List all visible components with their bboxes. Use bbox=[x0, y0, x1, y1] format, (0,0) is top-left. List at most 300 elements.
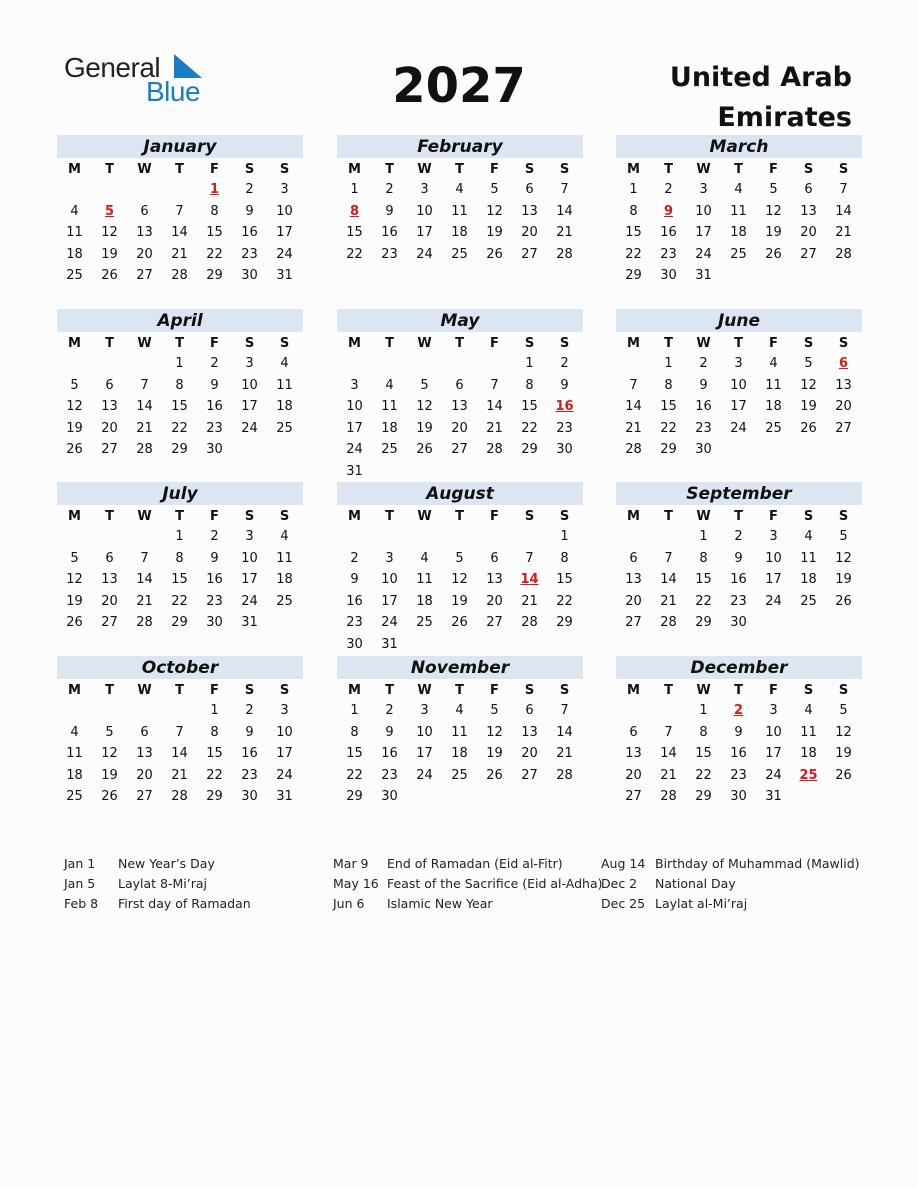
weekday-label: M bbox=[627, 162, 640, 177]
month-january bbox=[57, 135, 303, 287]
holiday-day-cell: 5 bbox=[104, 203, 115, 219]
day-cell: 26 bbox=[765, 246, 782, 262]
empty-cell bbox=[127, 353, 162, 375]
empty-cell bbox=[162, 700, 197, 722]
day-cell: 30 bbox=[206, 615, 223, 631]
day-cell: 18 bbox=[451, 746, 468, 762]
day-cell: 21 bbox=[556, 225, 573, 241]
day-cell: 7 bbox=[664, 550, 673, 566]
month-march bbox=[616, 135, 862, 287]
day-cell: 22 bbox=[695, 593, 712, 609]
holiday-entry bbox=[333, 894, 603, 914]
month-grid bbox=[616, 679, 862, 808]
day-cell: 17 bbox=[416, 746, 433, 762]
month-november bbox=[337, 656, 583, 808]
month-october bbox=[57, 656, 303, 808]
day-cell: 25 bbox=[416, 615, 433, 631]
day-cell: 26 bbox=[800, 420, 817, 436]
day-cell: 18 bbox=[800, 572, 817, 588]
day-cell: 6 bbox=[140, 724, 149, 740]
day-cell: 30 bbox=[695, 442, 712, 458]
holiday-entry bbox=[601, 874, 860, 894]
day-cell: 18 bbox=[66, 767, 83, 783]
day-cell: 15 bbox=[346, 225, 363, 241]
day-cell: 19 bbox=[486, 746, 503, 762]
day-cell: 21 bbox=[486, 420, 503, 436]
day-cell: 19 bbox=[765, 225, 782, 241]
day-cell: 25 bbox=[66, 789, 83, 805]
day-cell: 28 bbox=[136, 615, 153, 631]
day-cell: 22 bbox=[660, 420, 677, 436]
day-cell: 7 bbox=[140, 377, 149, 393]
day-cell: 21 bbox=[625, 420, 642, 436]
day-cell: 18 bbox=[451, 225, 468, 241]
day-cell: 3 bbox=[734, 356, 743, 371]
day-cell: 30 bbox=[206, 442, 223, 458]
holiday-name: Laylat 8-Mi’raj bbox=[118, 876, 207, 891]
day-cell: 15 bbox=[206, 746, 223, 762]
day-cell: 10 bbox=[346, 399, 363, 415]
day-cell: 11 bbox=[451, 724, 468, 740]
weekday-label: T bbox=[455, 683, 464, 698]
month-grid bbox=[57, 332, 303, 461]
day-cell: 28 bbox=[660, 615, 677, 631]
month-grid bbox=[337, 679, 583, 808]
day-cell: 28 bbox=[486, 442, 503, 458]
day-cell: 6 bbox=[105, 377, 114, 393]
day-cell: 19 bbox=[835, 572, 852, 588]
day-cell: 8 bbox=[210, 724, 219, 740]
day-cell: 18 bbox=[276, 399, 293, 415]
day-cell: 17 bbox=[241, 572, 258, 588]
empty-cell bbox=[337, 353, 372, 375]
day-cell: 7 bbox=[175, 724, 184, 740]
day-cell: 9 bbox=[245, 203, 254, 219]
holiday-date: Jan 1 bbox=[64, 856, 96, 871]
day-cell: 3 bbox=[769, 529, 778, 544]
holiday-name: First day of Ramadan bbox=[118, 896, 251, 911]
day-cell: 17 bbox=[695, 225, 712, 241]
day-cell: 1 bbox=[699, 529, 708, 544]
day-cell: 10 bbox=[381, 572, 398, 588]
day-cell: 3 bbox=[699, 182, 708, 197]
day-cell: 27 bbox=[136, 268, 153, 284]
empty-cell bbox=[92, 700, 127, 722]
day-cell: 16 bbox=[346, 593, 363, 609]
holiday-date: Jan 5 bbox=[64, 876, 96, 891]
day-cell: 8 bbox=[629, 203, 638, 219]
day-cell: 25 bbox=[765, 420, 782, 436]
month-header: July bbox=[57, 482, 303, 505]
day-cell: 13 bbox=[101, 572, 118, 588]
weekday-label: M bbox=[348, 162, 361, 177]
day-cell: 25 bbox=[800, 593, 817, 609]
day-cell: 2 bbox=[210, 529, 219, 544]
day-cell: 26 bbox=[101, 789, 118, 805]
weekday-label: T bbox=[664, 683, 673, 698]
day-cell: 24 bbox=[241, 593, 258, 609]
holiday-entry bbox=[601, 854, 860, 874]
weekday-label: S bbox=[559, 162, 570, 177]
holiday-day-cell: 1 bbox=[209, 182, 220, 197]
day-cell: 23 bbox=[346, 615, 363, 631]
day-cell: 11 bbox=[800, 550, 817, 566]
weekday-label: F bbox=[769, 683, 778, 698]
weekday-label: W bbox=[696, 336, 711, 351]
holiday-name: Birthday of Muhammad (Mawlid) bbox=[655, 856, 860, 871]
holiday-date: Dec 25 bbox=[601, 896, 646, 911]
day-cell: 27 bbox=[625, 789, 642, 805]
day-cell: 18 bbox=[765, 399, 782, 415]
holiday-column bbox=[601, 854, 860, 914]
weekday-label: S bbox=[279, 509, 290, 524]
weekday-label: T bbox=[385, 336, 394, 351]
day-cell: 12 bbox=[101, 225, 118, 241]
day-cell: 7 bbox=[175, 203, 184, 219]
day-cell: 27 bbox=[625, 615, 642, 631]
month-july bbox=[57, 482, 303, 634]
day-cell: 16 bbox=[730, 746, 747, 762]
empty-cell bbox=[616, 526, 651, 548]
day-cell: 17 bbox=[241, 399, 258, 415]
day-cell: 24 bbox=[416, 767, 433, 783]
day-cell: 9 bbox=[210, 377, 219, 393]
holiday-name: Feast of the Sacrifice (Eid al-Adha) bbox=[387, 876, 603, 891]
day-cell: 20 bbox=[521, 746, 538, 762]
holiday-date: Feb 8 bbox=[64, 896, 99, 911]
month-grid bbox=[337, 332, 583, 483]
day-cell: 16 bbox=[206, 572, 223, 588]
weekday-label: W bbox=[137, 162, 152, 177]
month-april bbox=[57, 309, 303, 461]
holiday-entry bbox=[333, 874, 603, 894]
day-cell: 25 bbox=[730, 246, 747, 262]
day-cell: 15 bbox=[660, 399, 677, 415]
country-title bbox=[670, 58, 852, 138]
day-cell: 26 bbox=[66, 442, 83, 458]
day-cell: 8 bbox=[350, 724, 359, 740]
month-grid bbox=[337, 158, 583, 265]
day-cell: 15 bbox=[695, 572, 712, 588]
day-cell: 24 bbox=[276, 767, 293, 783]
day-cell: 27 bbox=[136, 789, 153, 805]
day-cell: 20 bbox=[800, 225, 817, 241]
day-cell: 4 bbox=[385, 377, 394, 393]
day-cell: 25 bbox=[451, 246, 468, 262]
weekday-label: T bbox=[455, 336, 464, 351]
day-cell: 14 bbox=[171, 225, 188, 241]
day-cell: 27 bbox=[101, 442, 118, 458]
day-cell: 4 bbox=[280, 529, 289, 544]
day-cell: 29 bbox=[556, 615, 573, 631]
day-cell: 29 bbox=[171, 442, 188, 458]
day-cell: 2 bbox=[560, 356, 569, 371]
weekday-label: W bbox=[696, 162, 711, 177]
day-cell: 3 bbox=[245, 529, 254, 544]
day-cell: 15 bbox=[346, 746, 363, 762]
day-cell: 12 bbox=[835, 724, 852, 740]
month-grid bbox=[616, 505, 862, 634]
holiday-name: National Day bbox=[655, 876, 736, 891]
weekday-label: S bbox=[803, 509, 814, 524]
day-cell: 30 bbox=[381, 789, 398, 805]
weekday-label: T bbox=[105, 162, 114, 177]
day-cell: 1 bbox=[210, 703, 219, 718]
weekday-label: S bbox=[803, 336, 814, 351]
day-cell: 10 bbox=[695, 203, 712, 219]
day-cell: 3 bbox=[420, 182, 429, 197]
day-cell: 16 bbox=[730, 572, 747, 588]
day-cell: 19 bbox=[101, 767, 118, 783]
day-cell: 5 bbox=[839, 529, 848, 544]
weekday-label: M bbox=[68, 509, 81, 524]
day-cell: 6 bbox=[804, 182, 813, 197]
weekday-label: W bbox=[417, 336, 432, 351]
day-cell: 17 bbox=[765, 746, 782, 762]
weekday-label: F bbox=[210, 162, 219, 177]
day-cell: 1 bbox=[629, 182, 638, 197]
holiday-name: New Year’s Day bbox=[118, 856, 215, 871]
day-cell: 1 bbox=[560, 529, 569, 544]
day-cell: 27 bbox=[486, 615, 503, 631]
empty-cell bbox=[512, 526, 547, 548]
day-cell: 13 bbox=[521, 203, 538, 219]
day-cell: 11 bbox=[416, 572, 433, 588]
day-cell: 9 bbox=[560, 377, 569, 393]
day-cell: 24 bbox=[765, 767, 782, 783]
month-header: June bbox=[616, 309, 862, 332]
holiday-column bbox=[64, 854, 251, 914]
weekday-label: F bbox=[210, 509, 219, 524]
day-cell: 20 bbox=[136, 246, 153, 262]
day-cell: 11 bbox=[276, 377, 293, 393]
day-cell: 14 bbox=[136, 572, 153, 588]
day-cell: 27 bbox=[835, 420, 852, 436]
weekday-label: T bbox=[105, 509, 114, 524]
day-cell: 9 bbox=[350, 572, 359, 588]
day-cell: 1 bbox=[350, 703, 359, 718]
weekday-label: T bbox=[664, 162, 673, 177]
day-cell: 14 bbox=[835, 203, 852, 219]
day-cell: 11 bbox=[381, 399, 398, 415]
holiday-entry bbox=[601, 894, 860, 914]
day-cell: 31 bbox=[241, 615, 258, 631]
empty-cell bbox=[372, 526, 407, 548]
day-cell: 7 bbox=[560, 182, 569, 197]
day-cell: 7 bbox=[629, 377, 638, 393]
day-cell: 27 bbox=[521, 246, 538, 262]
holiday-name: Islamic New Year bbox=[387, 896, 493, 911]
day-cell: 26 bbox=[835, 767, 852, 783]
day-cell: 5 bbox=[490, 703, 499, 718]
day-cell: 17 bbox=[346, 420, 363, 436]
empty-cell bbox=[57, 353, 92, 375]
day-cell: 3 bbox=[769, 703, 778, 718]
day-cell: 16 bbox=[206, 399, 223, 415]
holiday-day-cell: 25 bbox=[799, 767, 818, 783]
day-cell: 7 bbox=[490, 377, 499, 393]
day-cell: 10 bbox=[276, 724, 293, 740]
day-cell: 7 bbox=[664, 724, 673, 740]
country-line-1: United Arab bbox=[669, 62, 852, 93]
empty-cell bbox=[92, 526, 127, 548]
day-cell: 30 bbox=[241, 789, 258, 805]
day-cell: 17 bbox=[381, 593, 398, 609]
holiday-date: May 16 bbox=[333, 876, 379, 891]
day-cell: 27 bbox=[521, 767, 538, 783]
weekday-label: T bbox=[175, 162, 184, 177]
day-cell: 22 bbox=[206, 767, 223, 783]
day-cell: 8 bbox=[210, 203, 219, 219]
day-cell: 9 bbox=[734, 550, 743, 566]
day-cell: 2 bbox=[210, 356, 219, 371]
month-december bbox=[616, 656, 862, 808]
day-cell: 13 bbox=[101, 399, 118, 415]
day-cell: 24 bbox=[381, 615, 398, 631]
holiday-date: Dec 2 bbox=[601, 876, 638, 891]
month-august bbox=[337, 482, 583, 656]
day-cell: 11 bbox=[66, 746, 83, 762]
day-cell: 6 bbox=[629, 724, 638, 740]
day-cell: 17 bbox=[765, 572, 782, 588]
day-cell: 19 bbox=[451, 593, 468, 609]
day-cell: 4 bbox=[280, 356, 289, 371]
empty-cell bbox=[477, 353, 512, 375]
day-cell: 22 bbox=[695, 767, 712, 783]
day-cell: 18 bbox=[416, 593, 433, 609]
day-cell: 2 bbox=[699, 356, 708, 371]
day-cell: 20 bbox=[486, 593, 503, 609]
month-header: March bbox=[616, 135, 862, 158]
empty-cell bbox=[57, 700, 92, 722]
day-cell: 3 bbox=[420, 703, 429, 718]
weekday-label: M bbox=[348, 683, 361, 698]
day-cell: 4 bbox=[804, 703, 813, 718]
day-cell: 4 bbox=[455, 182, 464, 197]
weekday-label: T bbox=[455, 162, 464, 177]
day-cell: 14 bbox=[486, 399, 503, 415]
day-cell: 16 bbox=[695, 399, 712, 415]
day-cell: 29 bbox=[171, 615, 188, 631]
day-cell: 26 bbox=[451, 615, 468, 631]
month-february bbox=[337, 135, 583, 265]
day-cell: 13 bbox=[136, 746, 153, 762]
weekday-label: T bbox=[385, 162, 394, 177]
day-cell: 6 bbox=[140, 203, 149, 219]
empty-cell bbox=[407, 353, 442, 375]
month-grid bbox=[616, 332, 862, 461]
day-cell: 22 bbox=[346, 246, 363, 262]
day-cell: 19 bbox=[416, 420, 433, 436]
weekday-label: T bbox=[385, 683, 394, 698]
day-cell: 14 bbox=[660, 746, 677, 762]
empty-cell bbox=[127, 700, 162, 722]
day-cell: 29 bbox=[206, 789, 223, 805]
day-cell: 28 bbox=[835, 246, 852, 262]
day-cell: 25 bbox=[451, 767, 468, 783]
day-cell: 4 bbox=[420, 550, 429, 566]
day-cell: 21 bbox=[835, 225, 852, 241]
weekday-label: F bbox=[490, 683, 499, 698]
weekday-label: F bbox=[769, 509, 778, 524]
year-title: 2027 bbox=[392, 58, 526, 114]
day-cell: 2 bbox=[734, 529, 743, 544]
weekday-label: T bbox=[734, 683, 743, 698]
day-cell: 31 bbox=[276, 268, 293, 284]
day-cell: 11 bbox=[276, 550, 293, 566]
day-cell: 22 bbox=[521, 420, 538, 436]
empty-cell bbox=[57, 179, 92, 201]
day-cell: 21 bbox=[521, 593, 538, 609]
weekday-label: S bbox=[524, 683, 535, 698]
weekday-label: S bbox=[559, 509, 570, 524]
day-cell: 16 bbox=[381, 746, 398, 762]
holiday-date: Aug 14 bbox=[601, 856, 646, 871]
day-cell: 1 bbox=[664, 356, 673, 371]
empty-cell bbox=[616, 700, 651, 722]
day-cell: 13 bbox=[835, 377, 852, 393]
day-cell: 15 bbox=[171, 572, 188, 588]
day-cell: 5 bbox=[105, 724, 114, 740]
holiday-entry bbox=[64, 854, 251, 874]
day-cell: 13 bbox=[486, 572, 503, 588]
day-cell: 9 bbox=[385, 203, 394, 219]
day-cell: 21 bbox=[171, 767, 188, 783]
weekday-label: S bbox=[244, 683, 255, 698]
day-cell: 4 bbox=[734, 182, 743, 197]
empty-cell bbox=[162, 179, 197, 201]
month-header: April bbox=[57, 309, 303, 332]
day-cell: 27 bbox=[800, 246, 817, 262]
day-cell: 29 bbox=[206, 268, 223, 284]
day-cell: 16 bbox=[241, 225, 258, 241]
day-cell: 14 bbox=[136, 399, 153, 415]
day-cell: 25 bbox=[66, 268, 83, 284]
holiday-column bbox=[333, 854, 603, 914]
weekday-label: S bbox=[279, 336, 290, 351]
day-cell: 21 bbox=[136, 420, 153, 436]
day-cell: 6 bbox=[105, 550, 114, 566]
day-cell: 8 bbox=[525, 377, 534, 393]
day-cell: 30 bbox=[730, 615, 747, 631]
day-cell: 23 bbox=[206, 420, 223, 436]
logo-word-blue: Blue bbox=[146, 76, 201, 107]
day-cell: 10 bbox=[276, 203, 293, 219]
day-cell: 31 bbox=[346, 463, 363, 479]
day-cell: 10 bbox=[765, 724, 782, 740]
day-cell: 21 bbox=[556, 746, 573, 762]
day-cell: 12 bbox=[486, 203, 503, 219]
day-cell: 2 bbox=[350, 550, 359, 566]
weekday-label: M bbox=[68, 683, 81, 698]
country-line-2: Emirates bbox=[717, 102, 852, 133]
day-cell: 4 bbox=[70, 724, 79, 740]
day-cell: 21 bbox=[136, 593, 153, 609]
month-header: February bbox=[337, 135, 583, 158]
day-cell: 6 bbox=[629, 550, 638, 566]
day-cell: 12 bbox=[486, 724, 503, 740]
day-cell: 23 bbox=[381, 767, 398, 783]
day-cell: 3 bbox=[280, 182, 289, 197]
day-cell: 12 bbox=[66, 572, 83, 588]
day-cell: 10 bbox=[765, 550, 782, 566]
day-cell: 13 bbox=[625, 572, 642, 588]
day-cell: 30 bbox=[730, 789, 747, 805]
day-cell: 11 bbox=[66, 225, 83, 241]
day-cell: 9 bbox=[210, 550, 219, 566]
day-cell: 20 bbox=[521, 225, 538, 241]
weekday-label: S bbox=[279, 683, 290, 698]
